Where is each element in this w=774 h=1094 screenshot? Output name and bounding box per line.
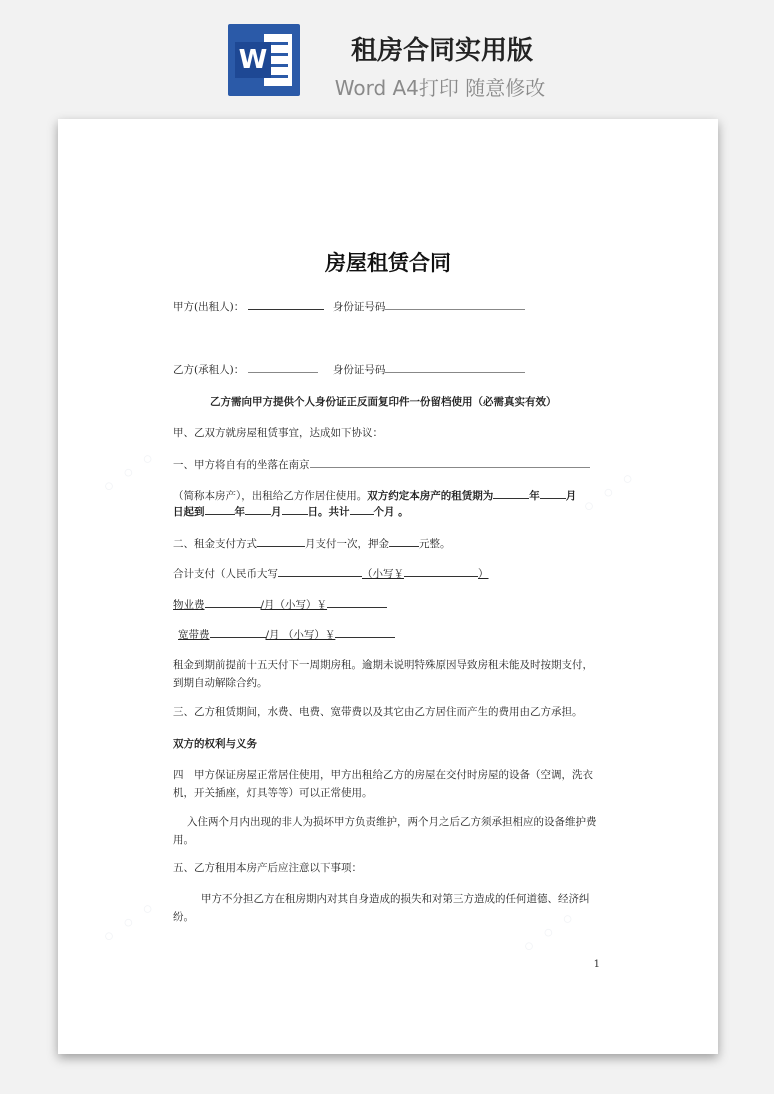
year-label: 年 [529, 490, 540, 502]
party-b-line [173, 360, 525, 379]
id-a-blank[interactable] [385, 297, 525, 310]
clause-2-c: 元整。 [419, 538, 451, 550]
total-close: ） [478, 568, 489, 580]
total-number-blank[interactable] [404, 564, 478, 577]
party-b-blank[interactable] [248, 360, 318, 373]
clause-1b-bold: 双方约定本房产的租赁期为 [367, 490, 494, 502]
clause-1c-line [173, 502, 409, 521]
id-label-a: 身份证号码 [332, 301, 386, 313]
property-fee-line [173, 595, 387, 614]
month-label: 月 [565, 490, 577, 502]
broadband-fee-amount-blank[interactable] [335, 625, 395, 638]
word-icon-letter: W [235, 42, 271, 78]
word-icon [228, 24, 300, 96]
broadband-fee-line [173, 625, 395, 644]
payment-period-blank[interactable] [257, 534, 305, 547]
property-fee-unit: /月（小写）￥ [260, 599, 328, 611]
day-label: 日。共计 [307, 506, 350, 518]
party-a-line [173, 297, 525, 316]
clause-2-line [173, 534, 451, 553]
watermark: ◦ ◦ ◦ [95, 893, 164, 955]
property-fee-label: 物业费 [173, 599, 205, 611]
end-day-blank[interactable] [282, 502, 308, 515]
party-a-blank[interactable] [248, 297, 324, 310]
clause-1-line [173, 455, 590, 474]
banner-title: 租房合同实用版 [350, 36, 533, 66]
months-label: 个月 。 [373, 506, 409, 518]
broadband-fee-blank[interactable] [210, 625, 266, 638]
start-month-blank[interactable] [540, 486, 566, 499]
clause-1b-pre: （简称本房产），出租给乙方作居住使用。 [173, 490, 368, 502]
document-title: 房屋租赁合同 [325, 250, 451, 275]
page-number: 1 [593, 959, 600, 970]
watermark: ◦ ◦ ◦ [575, 463, 644, 525]
end-month-blank[interactable] [245, 502, 271, 515]
end-year-blank[interactable] [205, 502, 235, 515]
from-label: 日起到 [173, 506, 205, 518]
broadband-fee-unit: /月 （小写）￥ [265, 629, 336, 641]
broadband-fee-label: 宽带费 [178, 629, 210, 641]
clause-1-text: 一、甲方将自有的坐落在南京 [173, 459, 310, 471]
rent-terms-paragraph: 租金到期前提前十五天付下一周期房租。逾期未说明特殊原因导致房租未能及时按期支付，到期自动解除合约。 [173, 659, 593, 689]
property-fee-blank[interactable] [205, 595, 261, 608]
total-label: 合计支付（人民币大写 [173, 568, 278, 580]
start-year-blank[interactable] [493, 486, 529, 499]
clause-4-paragraph: 四 甲方保证房屋正常居住使用，甲方出租给乙方的房屋在交付时房屋的设备（空调，洗衣机，开关插座，灯具等等）可以正常使用。 [173, 769, 593, 799]
header-banner [0, 0, 774, 118]
total-words-blank[interactable] [278, 564, 362, 577]
party-a-label: 甲方(出租人)： [173, 301, 245, 313]
year-label: 年 [234, 506, 245, 518]
property-fee-amount-blank[interactable] [327, 595, 387, 608]
total-line [173, 564, 489, 583]
party-b-label: 乙方(承租人)： [173, 364, 245, 376]
intro-line: 甲、乙双方就房屋租赁事宜，达成如下协议： [173, 427, 383, 439]
total-small-label: （小写￥ [362, 568, 404, 580]
clause-3-line: 三、乙方租赁期间，水费、电费、宽带费以及其它由乙方居住而产生的费用由乙方承担。 [173, 706, 583, 718]
document-page [58, 119, 718, 1054]
clause-2-a: 二、租金支付方式 [173, 538, 257, 550]
notice-line: 乙方需向甲方提供个人身份证正反面复印件一份留档使用（必需真实有效） [210, 396, 557, 408]
watermark: ◦ ◦ ◦ [515, 903, 584, 965]
months-total-blank[interactable] [350, 502, 374, 515]
clause-5-line: 五、乙方租用本房产后应注意以下事项： [173, 862, 362, 874]
clause-4b-paragraph: 入住两个月内出现的非人为损坏甲方负责维护，两个月之后乙方须承担相应的设备维护费用。 [173, 816, 597, 846]
id-label-b: 身份证号码 [332, 364, 386, 376]
deposit-blank[interactable] [389, 534, 419, 547]
rights-heading: 双方的权利与义务 [173, 738, 257, 750]
clause-5a-paragraph: 甲方不分担乙方在租房期内对其自身造成的损失和对第三方造成的任何道德、经济纠纷。 [173, 893, 590, 923]
id-b-blank[interactable] [385, 360, 525, 373]
month-label: 月 [271, 506, 282, 518]
address-blank[interactable] [310, 455, 590, 468]
clause-2-b: 月支付一次，押金 [305, 538, 389, 550]
watermark: ◦ ◦ ◦ [95, 443, 164, 505]
banner-subtitle: Word A4打印 随意修改 [334, 76, 546, 100]
